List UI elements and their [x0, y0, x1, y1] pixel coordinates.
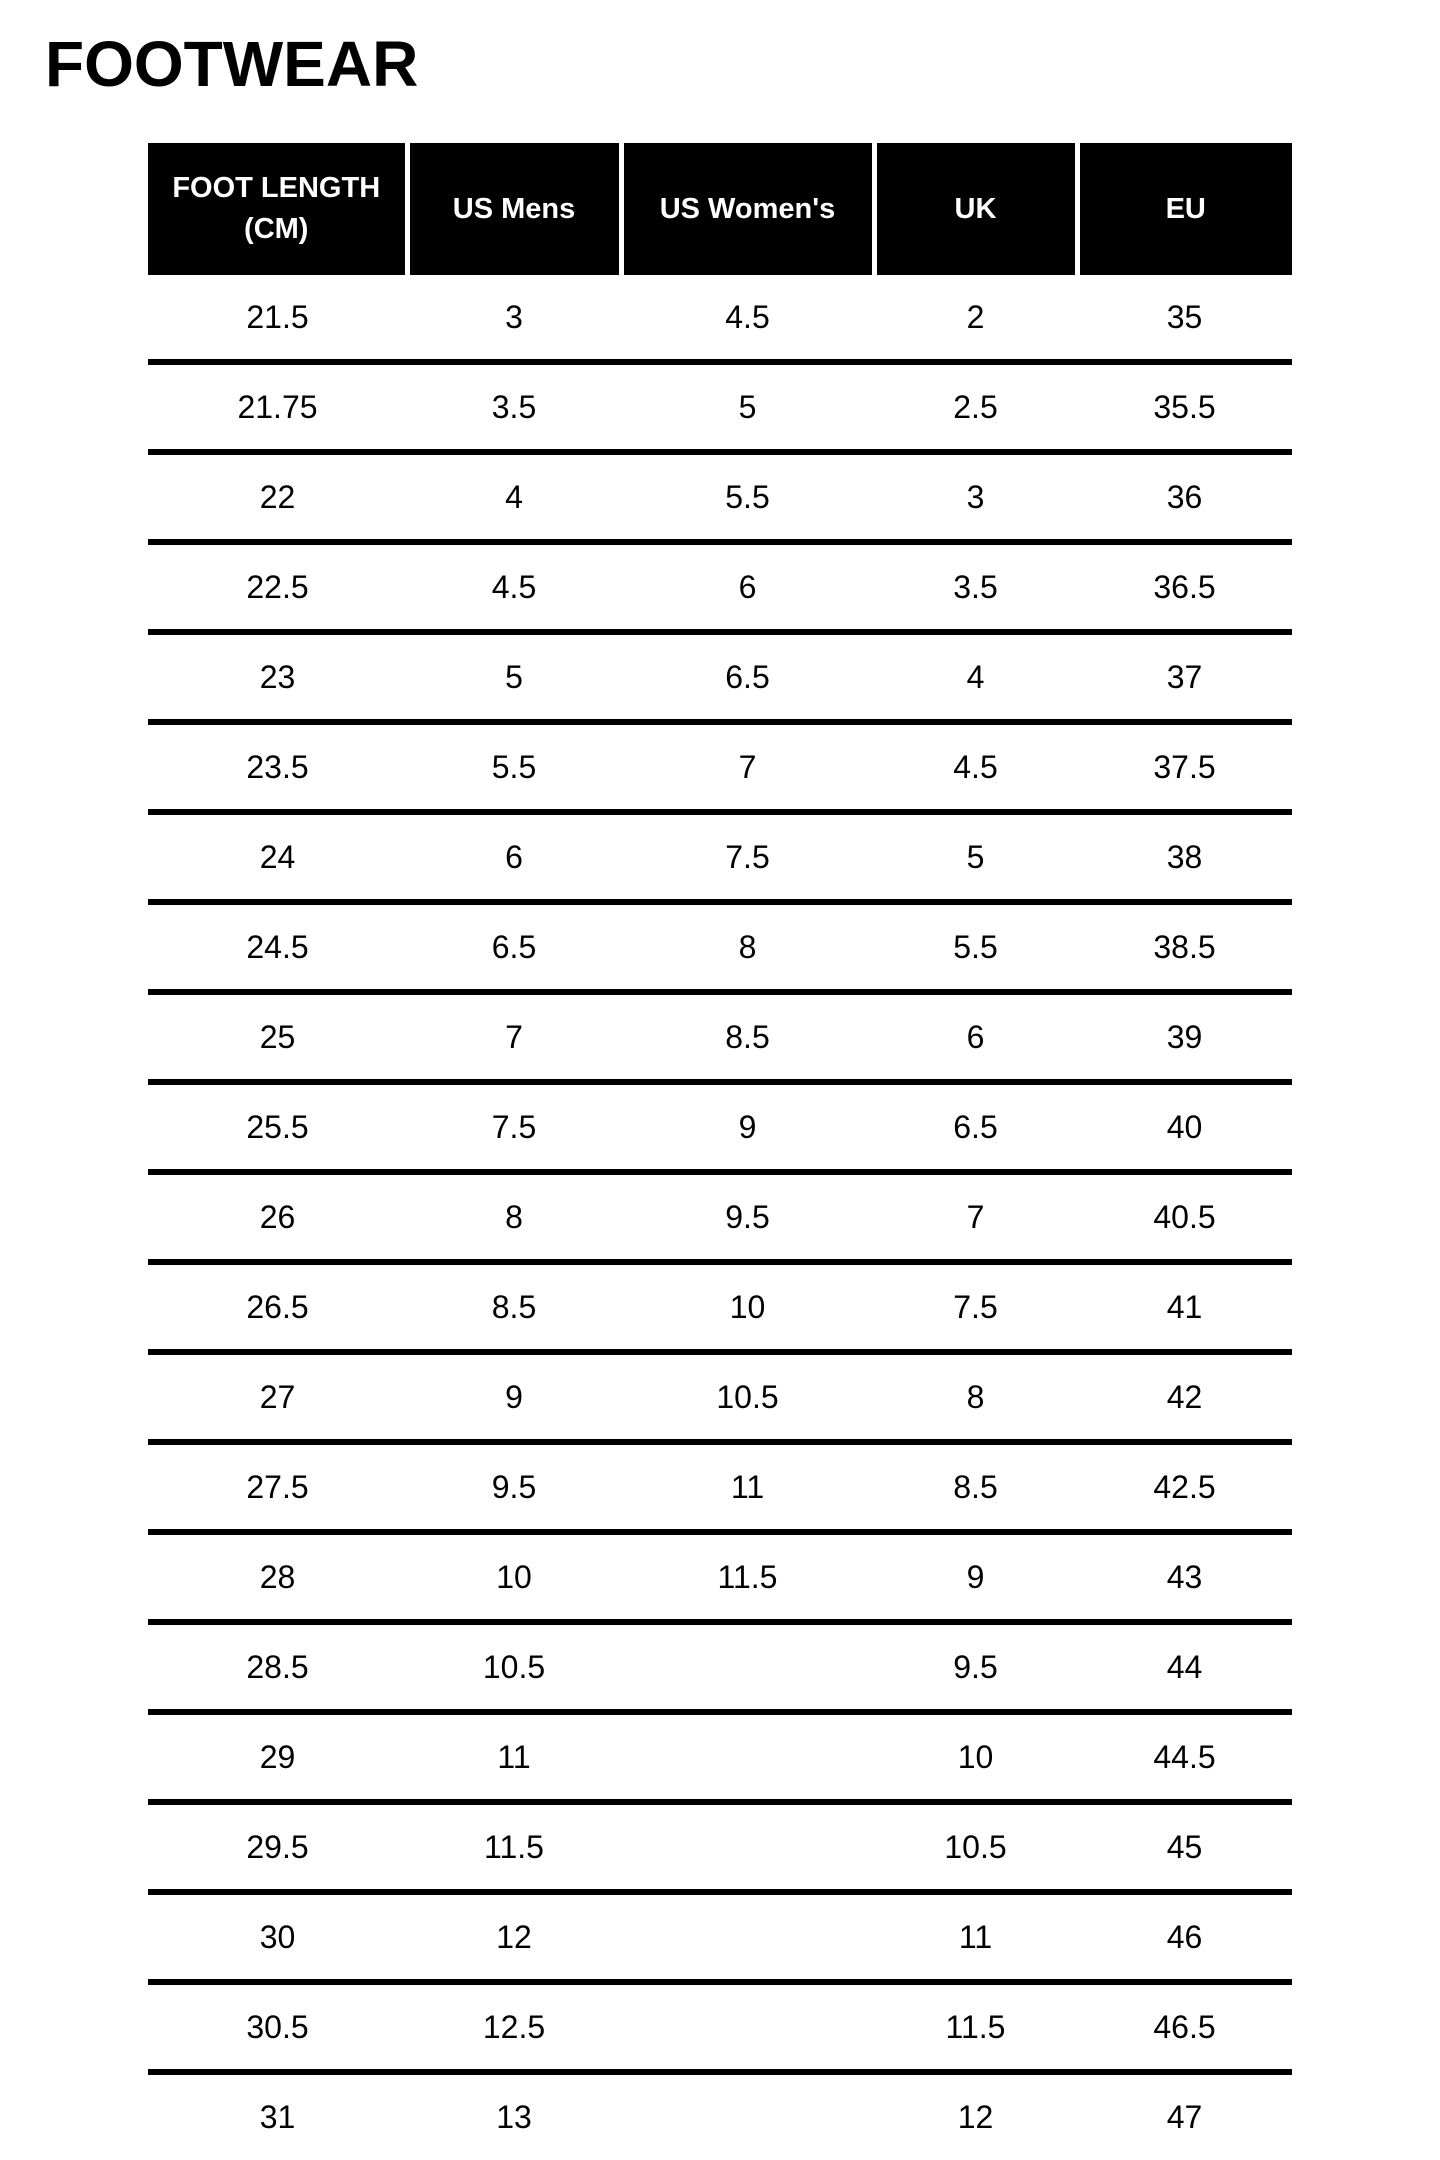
table-cell: 8 [738, 928, 757, 965]
table-cell: 7.5 [953, 1288, 998, 1325]
table-row [148, 722, 1292, 812]
table-cell: 9.5 [953, 1648, 998, 1685]
table-row [148, 1082, 1292, 1172]
table-row [148, 1442, 1292, 1532]
header-uk: UK [874, 143, 1077, 275]
table-cell: 40 [1166, 1108, 1203, 1145]
table-cell: 7 [966, 1198, 985, 1235]
table-row [148, 1712, 1292, 1802]
table-cell: 3 [505, 298, 523, 335]
table-row [148, 1262, 1292, 1352]
table-cell: 22.5 [246, 568, 309, 605]
table-cell: 3 [966, 478, 985, 515]
footwear-size-table [148, 143, 1292, 2159]
table-row [148, 542, 1292, 632]
table-cell: 13 [496, 2098, 532, 2135]
table-row [148, 902, 1292, 992]
table-cell: 6.5 [491, 928, 537, 965]
table-cell: 2 [966, 298, 985, 335]
table-cell: 3.5 [491, 388, 537, 425]
table-cell: 5.5 [953, 928, 998, 965]
table-cell: 6 [505, 838, 523, 875]
table-cell [621, 1892, 874, 1982]
table-cell: 44 [1166, 1648, 1203, 1685]
table-cell: 21.75 [237, 388, 318, 425]
table-cell [621, 1712, 874, 1802]
table-row [148, 1802, 1292, 1892]
table-header [148, 143, 1292, 275]
table-cell [621, 1982, 874, 2072]
table-cell: 11.5 [945, 2008, 1006, 2045]
table-cell: 7.5 [725, 838, 770, 875]
table-cell: 30 [259, 1918, 296, 1955]
table-cell: 46.5 [1153, 2008, 1216, 2045]
table-cell: 24 [259, 838, 296, 875]
table-row [148, 1982, 1292, 2072]
table-cell: 4 [966, 658, 985, 695]
table-cell: 10.5 [944, 1828, 1007, 1865]
table-row [148, 1892, 1292, 1982]
table-cell: 26.5 [246, 1288, 309, 1325]
table-cell: 42.5 [1153, 1468, 1216, 1505]
table-row [148, 812, 1292, 902]
table-cell: 12.5 [482, 2008, 546, 2045]
page-title: FOOTWEAR [45, 28, 419, 100]
table-cell: 25 [259, 1018, 296, 1055]
table-row [148, 275, 1292, 362]
table-cell: 38 [1166, 838, 1203, 875]
header-us-mens: US Mens [407, 143, 621, 275]
table-cell: 12 [496, 1918, 532, 1955]
table-cell: 28 [259, 1558, 296, 1595]
table-cell: 7 [738, 748, 757, 785]
table-cell: 10.5 [482, 1648, 546, 1685]
table-cell: 5 [505, 658, 523, 695]
table-cell: 36.5 [1153, 568, 1216, 605]
table-cell: 29.5 [246, 1828, 309, 1865]
table-cell: 2.5 [953, 388, 998, 425]
table-cell: 5.5 [491, 748, 537, 785]
table-cell: 26 [259, 1198, 296, 1235]
table-cell: 21.5 [246, 298, 309, 335]
table-cell: 10 [957, 1738, 994, 1775]
table-cell: 11 [497, 1738, 531, 1775]
table-cell: 35 [1166, 298, 1203, 335]
table-cell: 37.5 [1153, 748, 1216, 785]
table-row [148, 1622, 1292, 1712]
table-cell: 35.5 [1153, 388, 1216, 425]
table-row [148, 1532, 1292, 1622]
table-cell: 40.5 [1153, 1198, 1216, 1235]
header-row [148, 143, 1292, 275]
table-cell: 8.5 [953, 1468, 998, 1505]
table-row [148, 992, 1292, 1082]
table-cell: 27 [259, 1378, 296, 1415]
table-cell [621, 1622, 874, 1712]
header-us-womens: US Women's [621, 143, 874, 275]
table-cell: 36 [1166, 478, 1203, 515]
header-foot-length-cm: FOOT LENGTH (CM) [148, 143, 407, 275]
table-cell: 5 [966, 838, 985, 875]
table-cell: 5.5 [725, 478, 770, 515]
table-cell: 10 [496, 1558, 532, 1595]
table-row [148, 1352, 1292, 1442]
table-cell: 9 [505, 1378, 523, 1415]
table-cell [621, 2072, 874, 2159]
table-cell: 4.5 [725, 298, 770, 335]
table-cell: 11 [730, 1468, 765, 1505]
table-cell: 4.5 [491, 568, 537, 605]
table-cell: 38.5 [1153, 928, 1216, 965]
table-cell: 11 [958, 1918, 993, 1955]
table-cell: 27.5 [246, 1468, 309, 1505]
table-cell: 43 [1166, 1558, 1203, 1595]
table-cell: 25.5 [246, 1108, 309, 1145]
table-cell: 23 [259, 658, 296, 695]
header-eu: EU [1077, 143, 1292, 275]
table-cell: 8 [966, 1378, 985, 1415]
table-cell: 22 [259, 478, 296, 515]
table-cell: 9 [966, 1558, 985, 1595]
table-cell: 9 [738, 1108, 757, 1145]
table-body [148, 275, 1292, 2159]
table-cell: 47 [1166, 2098, 1203, 2135]
table-row [148, 2072, 1292, 2159]
table-cell: 8 [505, 1198, 523, 1235]
table-cell: 44.5 [1153, 1738, 1216, 1775]
table-row [148, 632, 1292, 722]
table-cell: 6 [966, 1018, 985, 1055]
table-cell: 39 [1166, 1018, 1203, 1055]
table-row [148, 362, 1292, 452]
table-cell: 10.5 [716, 1378, 779, 1415]
table-cell: 10 [729, 1288, 766, 1325]
table-cell: 31 [259, 2098, 296, 2135]
table-cell: 4.5 [953, 748, 998, 785]
table-cell: 7.5 [491, 1108, 537, 1145]
table-cell: 7 [505, 1018, 523, 1055]
table-cell: 29 [259, 1738, 296, 1775]
table-cell: 11.5 [484, 1828, 544, 1865]
table-cell: 23.5 [246, 748, 309, 785]
table-cell: 9.5 [491, 1468, 537, 1505]
table-cell: 28.5 [246, 1648, 309, 1685]
table-cell [621, 1802, 874, 1892]
table-cell: 6.5 [953, 1108, 998, 1145]
table-cell: 6.5 [725, 658, 770, 695]
table-cell: 8.5 [491, 1288, 537, 1325]
table-cell: 3.5 [953, 568, 998, 605]
table-cell: 37 [1166, 658, 1203, 695]
table-cell: 5 [738, 388, 757, 425]
table-cell: 8.5 [725, 1018, 770, 1055]
table-cell: 12 [957, 2098, 994, 2135]
table-cell: 24.5 [246, 928, 309, 965]
table-cell: 46 [1166, 1918, 1203, 1955]
table-cell: 9.5 [725, 1198, 770, 1235]
table-cell: 41 [1166, 1288, 1203, 1325]
table-row [148, 1172, 1292, 1262]
table-cell: 42 [1166, 1378, 1203, 1415]
table-cell: 30.5 [246, 2008, 309, 2045]
table-row [148, 452, 1292, 542]
table-cell: 45 [1166, 1828, 1203, 1865]
table-cell: 11.5 [717, 1558, 778, 1595]
table-cell: 4 [505, 478, 523, 515]
table-cell: 6 [738, 568, 757, 605]
